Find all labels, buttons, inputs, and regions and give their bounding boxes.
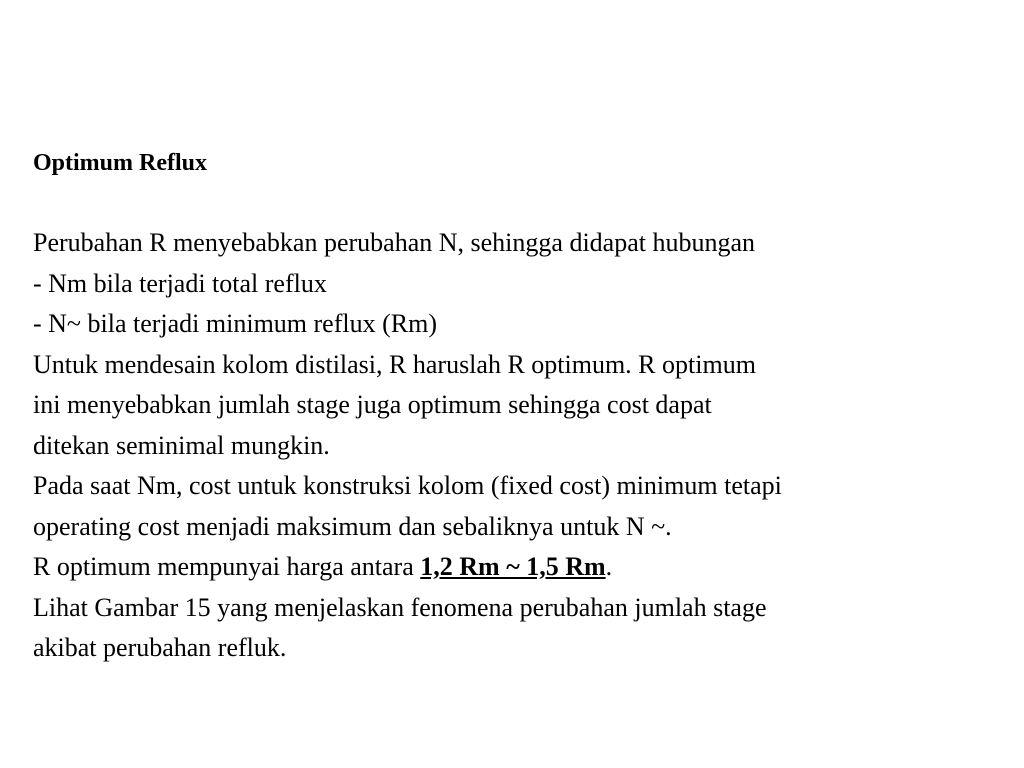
text-line-10: Lihat Gambar 15 yang menjelaskan fenomena perubahan jumlah stage (33, 592, 767, 622)
text-line-3: - N~ bila terjadi minimum reflux (Rm) (33, 309, 437, 338)
text-line-9-prefix: R optimum mempunyai harga antara (33, 552, 421, 581)
text-line-8: operating cost menjadi maksimum dan sebaliknya untuk N ~. (33, 511, 672, 541)
text-line-6: ditekan seminimal mungkin. (33, 430, 330, 460)
slide-title: Optimum Reflux (33, 150, 207, 176)
text-line-5: ini menyebabkan jumlah stage juga optimum sehingga cost dapat (33, 390, 712, 419)
text-line-9 (33, 547, 1018, 588)
text-line-9-suffix: . (605, 552, 613, 581)
text-line-7: Pada saat Nm, cost untuk konstruksi kolom (fixed cost) minimum tetapi (33, 471, 782, 500)
reflux-range-highlight: 1,2 Rm ~ 1,5 Rm (420, 552, 606, 581)
text-line-2: - Nm bila terjadi total reflux (33, 268, 327, 298)
text-line-11: akibat perubahan refluk. (33, 633, 287, 662)
slide-content (33, 143, 1018, 669)
text-line-1: Perubahan R menyebabkan perubahan N, sehingga didapat hubungan (33, 228, 756, 257)
text-line-4: Untuk mendesain kolom distilasi, R haruslah R optimum. R optimum (33, 349, 756, 379)
spacer (33, 183, 1018, 223)
